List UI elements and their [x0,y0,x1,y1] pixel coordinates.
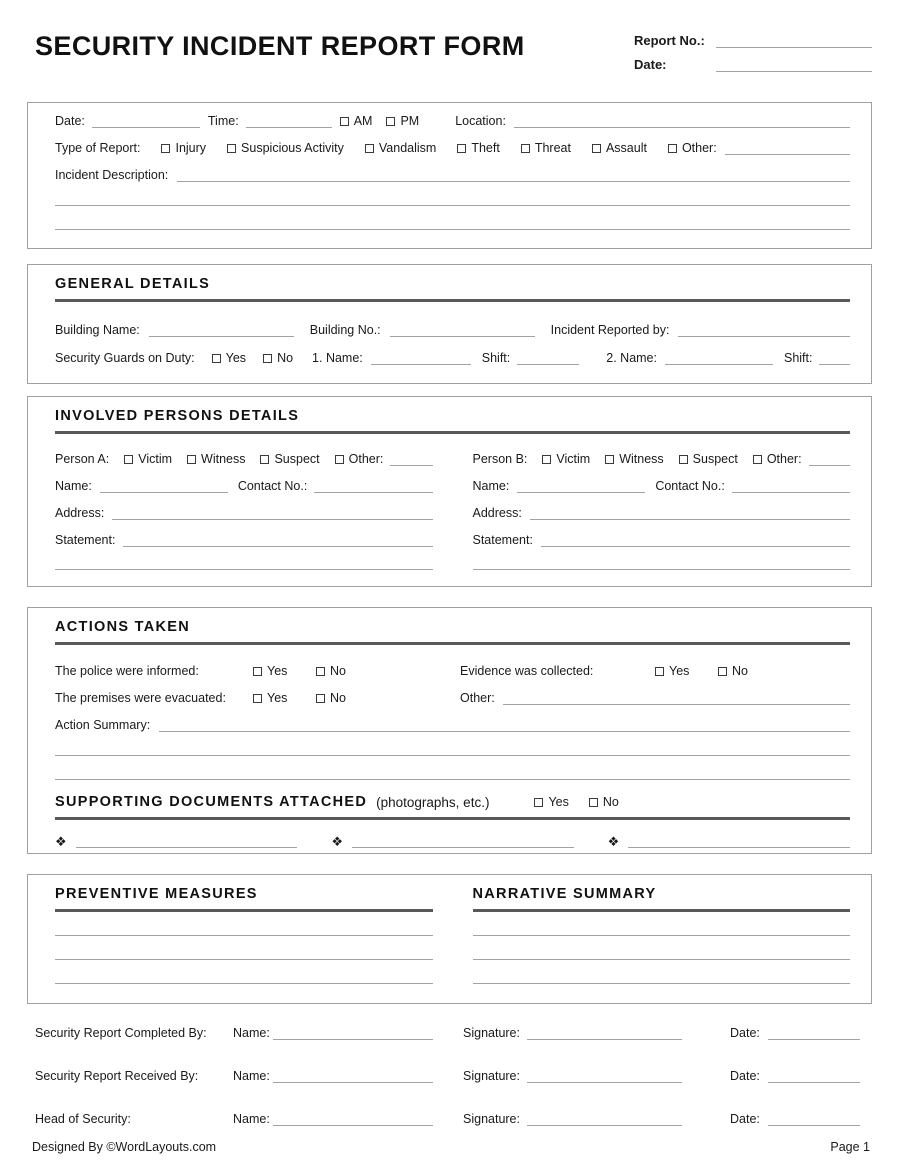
person-b-witness-checkbox[interactable] [605,455,614,464]
actions-taken-rule [55,642,850,645]
person-a-column [55,434,433,570]
type-suspicious-activity-option [227,141,344,155]
guard2-name-label: 2. Name: [606,351,657,365]
premises-yes-label: Yes [267,691,288,705]
person-b-victim-label: Victim [556,452,591,466]
received-by-name-field[interactable] [273,1070,433,1083]
person-b-victim-option [542,452,590,466]
narrative-summary-column [473,886,851,984]
general-details-rule [55,299,850,302]
premises-other-row [55,691,850,705]
pm-label: PM [400,114,420,128]
incident-description-label: Incident Description: [55,168,169,182]
incident-description-line-3[interactable] [55,229,850,230]
received-by-name-label: Name: [233,1069,270,1083]
person-b-contact-field[interactable] [732,480,850,493]
actions-other-label: Other: [460,691,495,705]
person-b-address-label: Address: [472,506,522,520]
guard1-shift-label: Shift: [481,351,511,365]
building-no-label: Building No.: [309,323,381,337]
person-b-label: Person B: [472,452,528,466]
evidence-yes-label: Yes [669,664,690,678]
supporting-documents-heading: SUPPORTING DOCUMENTS ATTACHED [55,794,368,810]
guards-no-label: No [277,351,294,365]
signature-section [35,1026,872,1126]
guards-no-checkbox[interactable] [263,354,272,363]
head-of-security-signature-field[interactable] [527,1113,682,1126]
report-no-row [634,33,872,48]
type-assault-label: Assault [605,141,647,155]
diamond-bullet-icon: ❖ [55,834,67,849]
guards-yes-label: Yes [225,351,247,365]
person-a-name-field[interactable] [100,480,228,493]
supporting-yes-checkbox[interactable] [534,798,543,807]
report-no-field[interactable] [716,35,872,48]
evidence-yes-option [655,664,718,678]
actions-taken-heading: ACTIONS TAKEN [55,619,191,635]
preventive-measures-line-2[interactable] [55,959,433,960]
page-footer [32,1140,870,1154]
person-a-suspect-option [260,452,319,466]
person-b-contact-label: Contact No.: [655,479,725,493]
type-vandalism-checkbox[interactable] [365,144,374,153]
supporting-documents-rule [55,817,850,820]
actions-other-field[interactable] [503,692,850,705]
person-b-witness-option [605,452,663,466]
person-a-name-row [55,479,433,493]
premises-yes-option [253,691,316,705]
evidence-no-label: No [732,664,748,678]
involved-persons-heading: INVOLVED PERSONS DETAILS [55,408,300,424]
person-a-other-option [335,452,384,466]
person-a-suspect-checkbox[interactable] [260,455,269,464]
type-other-label: Other: [681,141,717,155]
type-other-option [668,141,717,155]
guards-no-option [263,351,293,365]
actions-taken-box [27,607,872,854]
am-option [340,114,373,128]
narrative-summary-line-3[interactable] [473,983,851,984]
supporting-document-item-3 [608,835,850,848]
person-b-witness-label: Witness [619,452,664,466]
person-a-contact-field[interactable] [314,480,432,493]
am-checkbox[interactable] [340,117,349,126]
supporting-document-item-2 [331,835,573,848]
completed-by-name-label: Name: [233,1026,270,1040]
type-threat-checkbox[interactable] [521,144,530,153]
person-a-label: Person A: [55,452,110,466]
police-evidence-row [55,664,850,678]
person-b-name-row [473,479,851,493]
person-a-statement-line-2[interactable] [55,569,433,570]
person-b-statement-row [473,533,851,547]
action-summary-line-3[interactable] [55,779,850,780]
type-other-checkbox[interactable] [668,144,677,153]
incident-time-label: Time: [207,114,239,128]
police-yes-checkbox[interactable] [253,667,262,676]
head-of-security-name-label: Name: [233,1112,270,1126]
guard1-shift-field[interactable] [517,352,579,365]
diamond-bullet-icon: ❖ [331,834,343,849]
person-b-suspect-option [679,452,738,466]
person-b-other-checkbox[interactable] [753,455,762,464]
person-b-column [473,434,851,570]
received-by-row [35,1069,872,1083]
action-summary-row [55,718,850,732]
type-injury-checkbox[interactable] [161,144,170,153]
police-informed-label: The police were informed: [55,664,199,678]
type-theft-label: Theft [471,141,500,155]
preventive-measures-column [55,886,433,984]
form-header [0,0,900,81]
page-title: SECURITY INCIDENT REPORT FORM [35,31,525,61]
building-name-field[interactable] [149,324,294,337]
pm-checkbox[interactable] [386,117,395,126]
supporting-document-field-1[interactable] [76,835,298,848]
police-yes-option [253,664,316,678]
supporting-document-item-1 [55,835,297,848]
incident-reported-by-field[interactable] [678,324,850,337]
completed-by-name-field[interactable] [273,1027,433,1040]
person-a-statement-row [55,533,433,547]
supporting-document-field-2[interactable] [352,835,574,848]
head-of-security-role-label: Head of Security: [35,1112,131,1126]
report-date-field[interactable] [716,59,872,72]
incident-description-row [55,168,850,182]
guard2-shift-label: Shift: [783,351,813,365]
premises-no-label: No [330,691,346,705]
police-no-option [316,664,379,678]
supporting-documents-list [55,835,850,848]
person-a-other-field[interactable] [390,453,432,466]
action-summary-line-2[interactable] [55,755,850,756]
type-injury-option [161,141,206,155]
diamond-bullet-icon: ❖ [607,834,620,849]
evidence-collected-label: Evidence was collected: [460,664,594,678]
person-b-other-option [753,452,802,466]
received-by-signature-label: Signature: [463,1069,520,1083]
head-of-security-signature-label: Signature: [463,1112,520,1126]
person-a-victim-checkbox[interactable] [124,455,133,464]
type-vandalism-label: Vandalism [378,141,437,155]
premises-evacuated-label: The premises were evacuated: [55,691,226,705]
supporting-documents-heading-row [55,794,850,810]
person-b-other-label: Other: [766,452,802,466]
persons-columns [55,434,850,570]
completed-by-date-field[interactable] [768,1027,860,1040]
premises-evacuated-group [55,691,460,705]
action-summary-field[interactable] [159,719,850,732]
measures-summary-box [27,874,872,1004]
general-details-box [27,264,872,384]
supporting-no-option [589,795,619,809]
evidence-collected-group [460,664,850,678]
person-a-witness-label: Witness [201,452,246,466]
police-no-label: No [330,664,346,678]
type-injury-label: Injury [175,141,207,155]
report-type-label: Type of Report: [55,141,141,155]
narrative-summary-line-1[interactable] [473,935,851,936]
actions-other-group [460,691,850,705]
building-no-field[interactable] [390,324,535,337]
head-of-security-row [35,1112,872,1126]
head-of-security-name-field[interactable] [273,1113,433,1126]
evidence-no-checkbox[interactable] [718,667,727,676]
completed-by-role-label: Security Report Completed By: [35,1026,207,1040]
incident-time-field[interactable] [246,115,332,128]
supporting-yes-option [534,795,568,809]
guard2-shift-field[interactable] [819,352,850,365]
guard1-name-label: 1. Name: [312,351,363,365]
type-suspicious-activity-label: Suspicious Activity [241,141,344,155]
type-theft-checkbox[interactable] [457,144,466,153]
incident-description-line-2[interactable] [55,205,850,206]
type-other-field[interactable] [725,142,850,155]
person-b-other-field[interactable] [809,453,850,466]
person-a-statement-label: Statement: [55,533,116,547]
guards-row [55,351,850,365]
person-b-statement-field[interactable] [541,534,850,547]
completed-by-date-label: Date: [730,1026,760,1040]
person-a-other-checkbox[interactable] [335,455,344,464]
person-a-witness-option [187,452,245,466]
person-a-victim-label: Victim [138,452,173,466]
person-a-other-label: Other: [348,452,384,466]
guards-yes-option [212,351,246,365]
received-by-role-label: Security Report Received By: [35,1069,199,1083]
completed-by-row [35,1026,872,1040]
supporting-documents-note: (photographs, etc.) [376,794,490,810]
completed-by-signature-field[interactable] [527,1027,682,1040]
report-date-row [634,57,872,72]
person-a-suspect-label: Suspect [274,452,320,466]
narrative-summary-rule [473,909,851,912]
supporting-yes-label: Yes [548,795,569,809]
police-informed-group [55,664,460,678]
incident-datetime-row [55,114,850,128]
person-b-address-field[interactable] [530,507,850,520]
person-a-address-label: Address: [55,506,105,520]
person-b-name-field[interactable] [517,480,645,493]
completed-by-signature-label: Signature: [463,1026,520,1040]
location-field[interactable] [514,115,850,128]
person-a-witness-checkbox[interactable] [187,455,196,464]
guard1-name-field[interactable] [371,352,471,365]
report-type-row [55,141,850,155]
person-b-statement-label: Statement: [472,533,533,547]
incident-date-label: Date: [55,114,85,128]
guard2-name-field[interactable] [665,352,773,365]
type-vandalism-option [365,141,436,155]
narrative-summary-heading: NARRATIVE SUMMARY [472,886,657,902]
incident-description-field[interactable] [177,169,850,182]
evidence-yes-checkbox[interactable] [655,667,664,676]
preventive-measures-line-1[interactable] [55,935,433,936]
type-threat-option [521,141,571,155]
person-a-address-field[interactable] [112,507,432,520]
building-name-label: Building Name: [55,323,140,337]
person-b-role-row [473,452,851,466]
designer-credit: Designed By ©WordLayouts.com [32,1140,217,1154]
received-by-date-label: Date: [730,1069,760,1083]
incident-overview-box [27,102,872,249]
premises-yes-checkbox[interactable] [253,694,262,703]
police-no-checkbox[interactable] [316,667,325,676]
measures-columns [55,886,850,984]
received-by-signature-field[interactable] [527,1070,682,1083]
general-details-heading: GENERAL DETAILS [55,276,211,292]
pm-option [386,114,419,128]
preventive-measures-heading: PREVENTIVE MEASURES [55,886,258,902]
person-a-role-row [55,452,433,466]
person-b-suspect-label: Suspect [692,452,738,466]
action-summary-label: Action Summary: [55,718,151,732]
incident-date-field[interactable] [92,115,200,128]
person-a-contact-label: Contact No.: [237,479,308,493]
supporting-no-checkbox[interactable] [589,798,598,807]
person-b-address-row [473,506,851,520]
person-a-name-label: Name: [55,479,92,493]
report-meta [634,30,872,81]
supporting-document-field-3[interactable] [628,835,850,848]
evidence-no-option [718,664,781,678]
person-b-suspect-checkbox[interactable] [679,455,688,464]
preventive-measures-line-3[interactable] [55,983,433,984]
type-suspicious-activity-checkbox[interactable] [227,144,236,153]
head-of-security-date-label: Date: [730,1112,760,1126]
building-row [55,323,850,337]
police-yes-label: Yes [267,664,288,678]
report-no-label: Report No.: [634,33,705,48]
guards-on-duty-label: Security Guards on Duty: [55,351,195,365]
preventive-measures-rule [55,909,433,912]
supporting-no-label: No [602,795,619,809]
page-number: Page 1 [830,1140,870,1154]
location-label: Location: [455,114,506,128]
person-a-victim-option [124,452,172,466]
received-by-date-field[interactable] [768,1070,860,1083]
type-assault-option [592,141,647,155]
person-b-name-label: Name: [472,479,510,493]
head-of-security-date-field[interactable] [768,1113,860,1126]
narrative-summary-line-2[interactable] [473,959,851,960]
person-b-statement-line-2[interactable] [473,569,851,570]
am-label: AM [353,114,373,128]
incident-reported-by-label: Incident Reported by: [550,323,670,337]
premises-no-checkbox[interactable] [316,694,325,703]
involved-persons-box [27,396,872,587]
premises-no-option [316,691,379,705]
type-theft-option [457,141,500,155]
person-b-victim-checkbox[interactable] [542,455,551,464]
person-a-statement-field[interactable] [123,534,432,547]
guards-yes-checkbox[interactable] [212,354,221,363]
person-a-address-row [55,506,433,520]
report-date-label: Date: [634,57,667,72]
type-threat-label: Threat [534,141,571,155]
type-assault-checkbox[interactable] [592,144,601,153]
